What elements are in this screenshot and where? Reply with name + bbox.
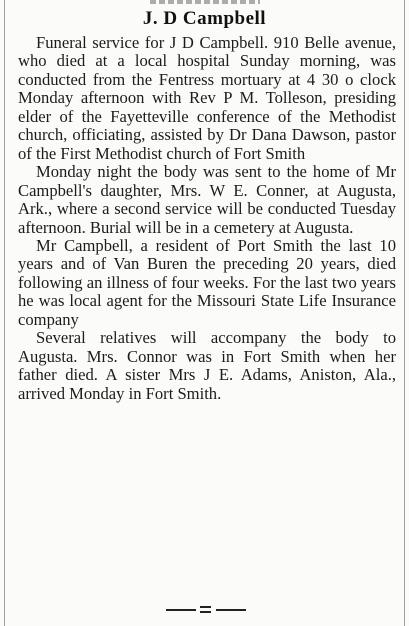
paragraph-relatives: Several relatives will accompany the body to Augusta. Mrs. Connor was in Fort Smith when her father died. A sister Mrs J E. Adams, Aniston, Ala., arrived Monday in Fort Smith. xyxy=(18,328,396,403)
column-rule-right xyxy=(404,0,405,626)
obituary-body xyxy=(18,34,396,403)
paragraph-funeral-service: Funeral service for J D Campbell. 910 Belle avenue, who died at a local hospital Sunday morning, was conducted from the Fentress mortuary at 4 30 o clock Monday afternoon with Rev P M. Tolleson, presiding elder of the Fayetteville conference of the Methodist church, officiating, assisted by Dr Dana Dawson, pastor of the First Methodist church of Fort Smith xyxy=(18,33,396,163)
obituary-headline: J. D Campbell xyxy=(142,8,267,29)
paragraph-biography: Mr Campbell, a resident of Port Smith the last 10 years and of Van Buren the preceding 20 years, died following an illness of four weeks. For the last two years he was local agent for the Missouri State Life Insurance company xyxy=(18,235,396,329)
article-end-dash xyxy=(160,605,250,615)
paragraph-body-sent: Monday night the body was sent to the home of Mr Campbell's daughter, Mrs. W E. Conner, at Augusta, Ark., where a second service will be conducted Tuesday afternoon. Burial will be in a cemetery at Augusta. xyxy=(18,162,396,237)
column-rule-left xyxy=(4,0,5,626)
torn-headline-remnant xyxy=(150,0,260,4)
